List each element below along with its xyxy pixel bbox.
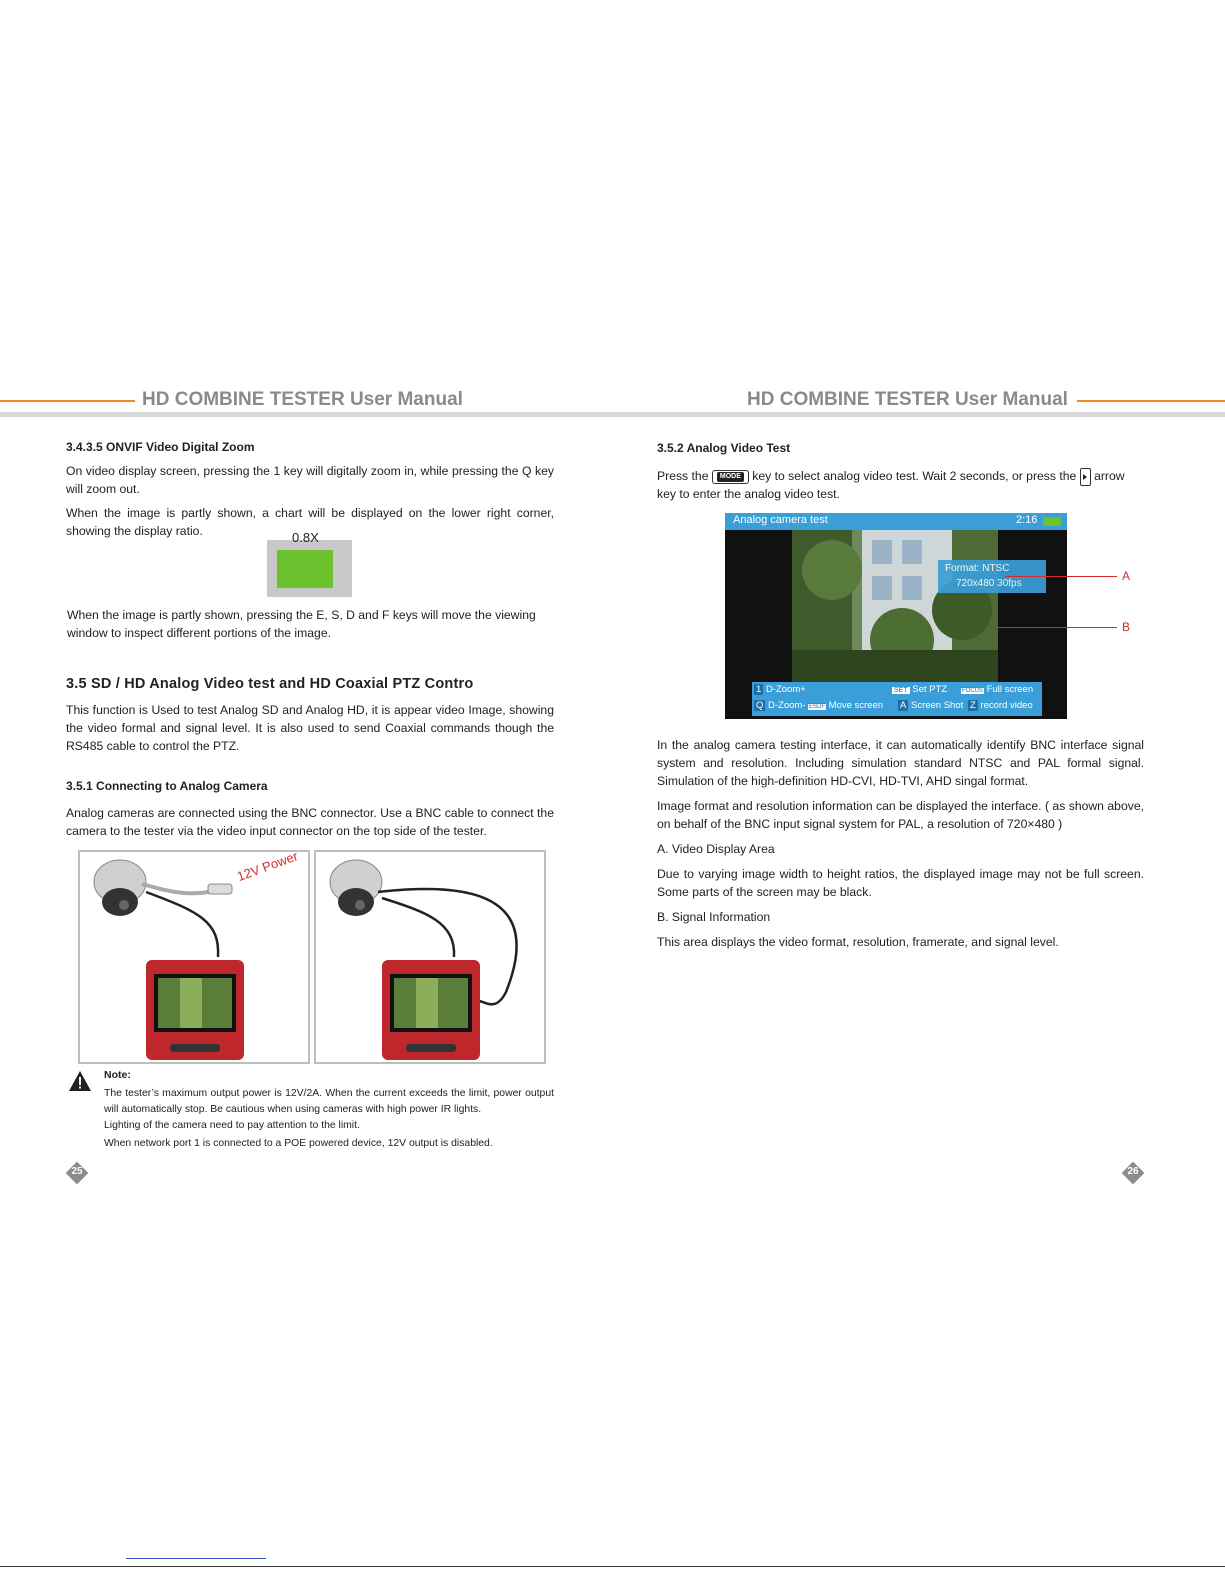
connection-photo-power <box>78 850 310 1064</box>
screen-menu <box>752 682 1042 716</box>
intro-part-2: key to select analog video test. Wait 2 seconds, or press the <box>752 469 1077 483</box>
format-line-2: 720x480 30fps <box>956 578 1022 589</box>
page-number-left-text: 25 <box>71 1166 83 1177</box>
menu-label-record-video: record video <box>980 700 1033 711</box>
menu-set-ptz <box>892 684 947 695</box>
menu-full-screen <box>961 684 1033 695</box>
header-divider <box>0 412 1225 417</box>
mode-key-label: MODE <box>717 472 744 482</box>
zoom-paragraph-1: On video display screen, pressing the 1 key will digitally zoom in, while pressing the Q key will zoom out. <box>66 464 554 496</box>
screen-time: 2:16 <box>1016 514 1038 526</box>
menu-label-zoom-out: D-Zoom- <box>768 700 806 711</box>
zoom-ratio-viewport <box>277 550 333 588</box>
zoom-paragraph-3: When the image is partly shown, pressing the E, S, D and F keys will move the viewing window to inspect different portions of the image. <box>67 608 536 640</box>
intro-part-3: arrow <box>1094 469 1125 483</box>
zoom-ratio-label: 0.8X <box>292 530 319 545</box>
menu-label-zoom-in: D-Zoom+ <box>765 684 806 695</box>
section-heading: 3.5 SD / HD Analog Video test and HD Coaxial PTZ Contro <box>66 676 474 692</box>
callout-b-label: B <box>1122 620 1131 634</box>
menu-label-screen-shot: Screen Shot <box>910 700 964 711</box>
analog-paragraph-2: Image format and resolution information can be displayed the interface. ( as shown above, on behalf of the BNC input signal system for PAL, a resolution of 720×480 ) <box>657 799 1144 831</box>
page-number-left <box>66 1162 88 1184</box>
menu-key-z: Z <box>970 700 976 711</box>
camera-power-illustration <box>80 852 308 1062</box>
video-display-area-title: A. Video Display Area <box>657 842 775 856</box>
camera-bnc-illustration <box>316 852 544 1062</box>
signal-information-text: This area displays the video format, resolution, framerate, and signal level. <box>657 935 1059 949</box>
menu-key-esdf: ESDF <box>809 704 826 710</box>
menu-key-q: Q <box>756 700 764 711</box>
header-right-rule <box>1077 400 1225 402</box>
zoom-heading: 3.4.3.5 ONVIF Video Digital Zoom <box>66 440 255 454</box>
menu-zoom-out <box>754 700 806 711</box>
page-number-right <box>1122 1162 1144 1184</box>
screen-title-bar <box>725 513 1067 530</box>
connection-photo-bnc <box>314 850 546 1064</box>
analog-test-heading: 3.5.2 Analog Video Test <box>657 441 791 455</box>
mode-key <box>712 470 749 484</box>
zoom-ratio-chart <box>267 540 352 597</box>
callout-b-line <box>988 627 1117 628</box>
header-left-title: HD COMBINE TESTER User Manual <box>142 389 463 410</box>
warning-icon <box>68 1070 92 1092</box>
callout-a-line <box>1005 576 1117 577</box>
section-paragraph: This function is Used to test Analog SD and Analog HD, it is appear video Image, showing the video formal and signal level. It is also used to send Coaxial commands though the RS485 cable to control the PTZ. <box>66 703 554 753</box>
menu-key-a: A <box>900 700 907 711</box>
right-arrow-key-icon <box>1080 468 1091 486</box>
connect-paragraph: Analog cameras are connected using the BNC connector. Use a BNC cable to connect the camera to the tester via the video input connector on the top side of the tester. <box>66 806 554 838</box>
menu-label-set-ptz: Set PTZ <box>912 684 948 695</box>
battery-icon <box>1043 517 1061 526</box>
bottom-link-underline <box>126 1558 266 1559</box>
menu-screen-shot <box>898 700 963 711</box>
analog-test-intro <box>657 467 1147 486</box>
menu-label-full-screen: Full screen <box>986 684 1034 695</box>
note-line-3: When network port 1 is connected to a POE powered device, 12V output is disabled. <box>104 1138 493 1149</box>
menu-zoom-in <box>754 684 806 695</box>
menu-key-1: 1 <box>756 684 762 695</box>
menu-key-focus: FOCUS <box>962 688 983 694</box>
page-number-right-text: 26 <box>1127 1166 1139 1177</box>
note-line-2: Lighting of the camera need to pay attention to the limit. <box>104 1120 360 1131</box>
zoom-paragraph-2: When the image is partly shown, a chart will be displayed on the lower right corner, showing the display ratio. <box>66 506 554 538</box>
menu-move-screen <box>808 700 883 711</box>
power-label: 12V Power <box>235 848 300 885</box>
connect-heading: 3.5.1 Connecting to Analog Camera <box>66 779 268 793</box>
menu-label-move-screen: Move screen <box>828 700 884 711</box>
analog-test-intro-line-2: key to enter the analog video test. <box>657 487 840 501</box>
bottom-rule <box>0 1566 1225 1567</box>
video-image <box>792 530 998 683</box>
menu-record-video <box>968 700 1033 711</box>
intro-part-1: Press the <box>657 469 709 483</box>
note-title: Note: <box>104 1069 131 1081</box>
header-left-rule <box>0 400 135 402</box>
video-display-area-text: Due to varying image width to height ratios, the displayed image may not be full screen. Some parts of the screen may be black. <box>657 867 1144 899</box>
format-line-1: Format: NTSC <box>945 563 1010 574</box>
analog-paragraph-1: In the analog camera testing interface, it can automatically identify BNC interface signal system and resolution. Including simulation standard NTSC and PAL formal signal. Simulation of the high-definition HD-CVI, HD-TVI, AHD singal format. <box>657 738 1144 788</box>
signal-information-title: B. Signal Information <box>657 910 771 924</box>
menu-key-set: SET <box>894 687 908 694</box>
header-right-title: HD COMBINE TESTER User Manual <box>747 389 1068 410</box>
analog-screen <box>725 513 1067 719</box>
note-line-1: The tester’s maximum output power is 12V/2A. When the current exceeds the limit, power output will automatically stop. Be cautious when using cameras with high power IR lights. <box>104 1088 554 1115</box>
screen-title: Analog camera test <box>733 514 828 526</box>
callout-a-label: A <box>1122 569 1131 583</box>
